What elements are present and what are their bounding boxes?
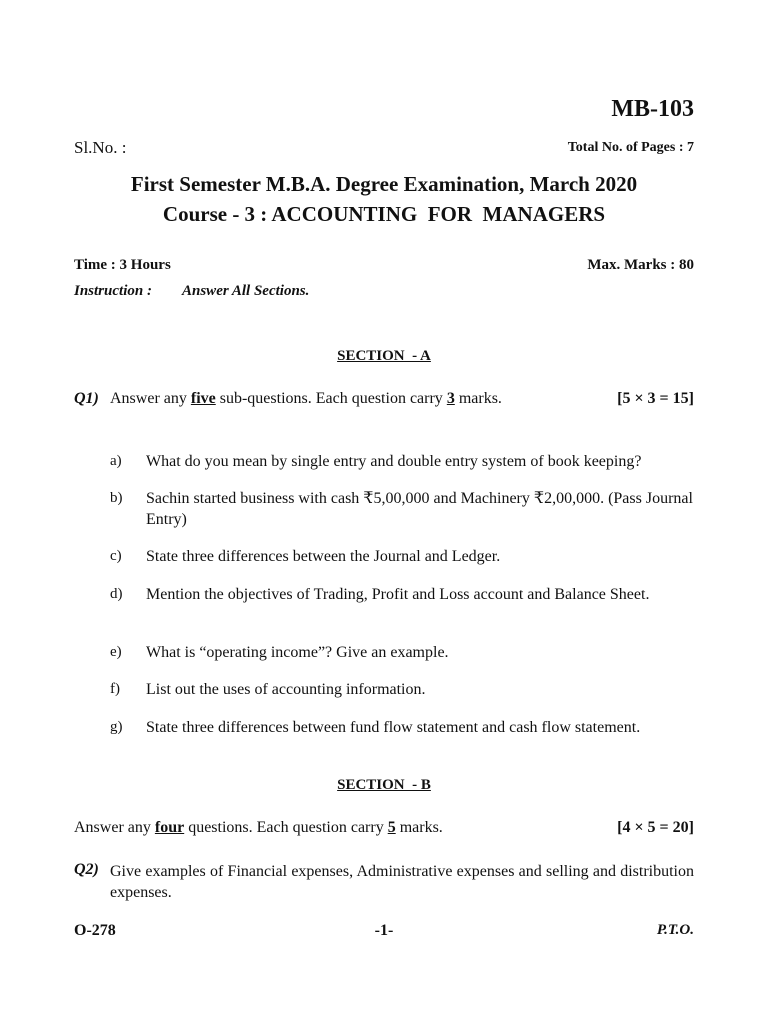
item-a-letter: a) [110, 453, 122, 469]
q1-text-post: marks. [454, 390, 502, 407]
section-b-instruction [74, 819, 443, 837]
item-b-letter: b) [110, 490, 123, 506]
item-f-letter: f) [110, 681, 120, 697]
paper-code: MB-103 [611, 96, 694, 122]
section-a-heading-text: SECTION - A [337, 348, 431, 364]
item-c-letter: c) [110, 548, 122, 564]
section-b-heading [0, 777, 768, 794]
instruction-text: Answer All Sections. [182, 283, 310, 299]
secb-text-pre: Answer any [74, 819, 155, 836]
item-d-letter: d) [110, 586, 123, 602]
item-g-letter: g) [110, 719, 123, 735]
course-title: Course - 3 : ACCOUNTING FOR MANAGERS [162, 202, 606, 226]
q1-emph-count: five [190, 390, 216, 407]
serial-number-label: Sl.No. : [74, 138, 127, 157]
q1-emph-marks: 3 [446, 390, 455, 407]
total-pages: Total No. of Pages : 7 [567, 140, 694, 155]
item-e-text: What is “operating income”? Give an example. [146, 644, 449, 661]
secb-text-mid: questions. Each question carry [184, 819, 388, 836]
q1-marks: [5 × 3 = 15] [617, 390, 694, 407]
q2-label: Q2) [74, 861, 99, 878]
item-f-text: List out the uses of accounting information. [146, 681, 426, 698]
q2-text: Give examples of Financial expenses, Administrative expenses and selling and distribution expenses. [110, 863, 694, 901]
section-a-heading [0, 348, 768, 365]
item-e-letter: e) [110, 644, 122, 660]
secb-text-post: marks. [395, 819, 443, 836]
time-allowed: Time : 3 Hours [74, 257, 171, 273]
item-g-text: State three differences between fund flow statement and cash flow statement. [146, 719, 641, 736]
item-d-text: Mention the objectives of Trading, Profit and Loss account and Balance Sheet. [146, 586, 650, 603]
q1-text-pre: Answer any [110, 390, 191, 407]
q1-instruction [110, 390, 502, 408]
exam-title: First Semester M.B.A. Degree Examination, March 2020 [130, 172, 638, 196]
secb-emph-count: four [154, 819, 185, 836]
instruction-label: Instruction : [74, 283, 152, 299]
footer-code: O-278 [74, 922, 116, 939]
section-b-marks: [4 × 5 = 20] [617, 819, 694, 836]
max-marks: Max. Marks : 80 [587, 257, 694, 273]
q1-label: Q1) [74, 390, 99, 407]
item-a-text: What do you mean by single entry and double entry system of book keeping? [146, 453, 642, 470]
footer-pto: P.T.O. [656, 922, 694, 938]
section-b-heading-text: SECTION - B [337, 777, 431, 793]
footer-page-number: -1- [374, 922, 394, 939]
item-c-text: State three differences between the Journal and Ledger. [146, 548, 501, 565]
q1-text-mid: sub-questions. Each question carry [215, 390, 447, 407]
item-b-text: Sachin started business with cash ₹5,00,000 and Machinery ₹2,00,000. (Pass Journal Entry) [146, 490, 693, 528]
secb-emph-marks: 5 [387, 819, 396, 836]
